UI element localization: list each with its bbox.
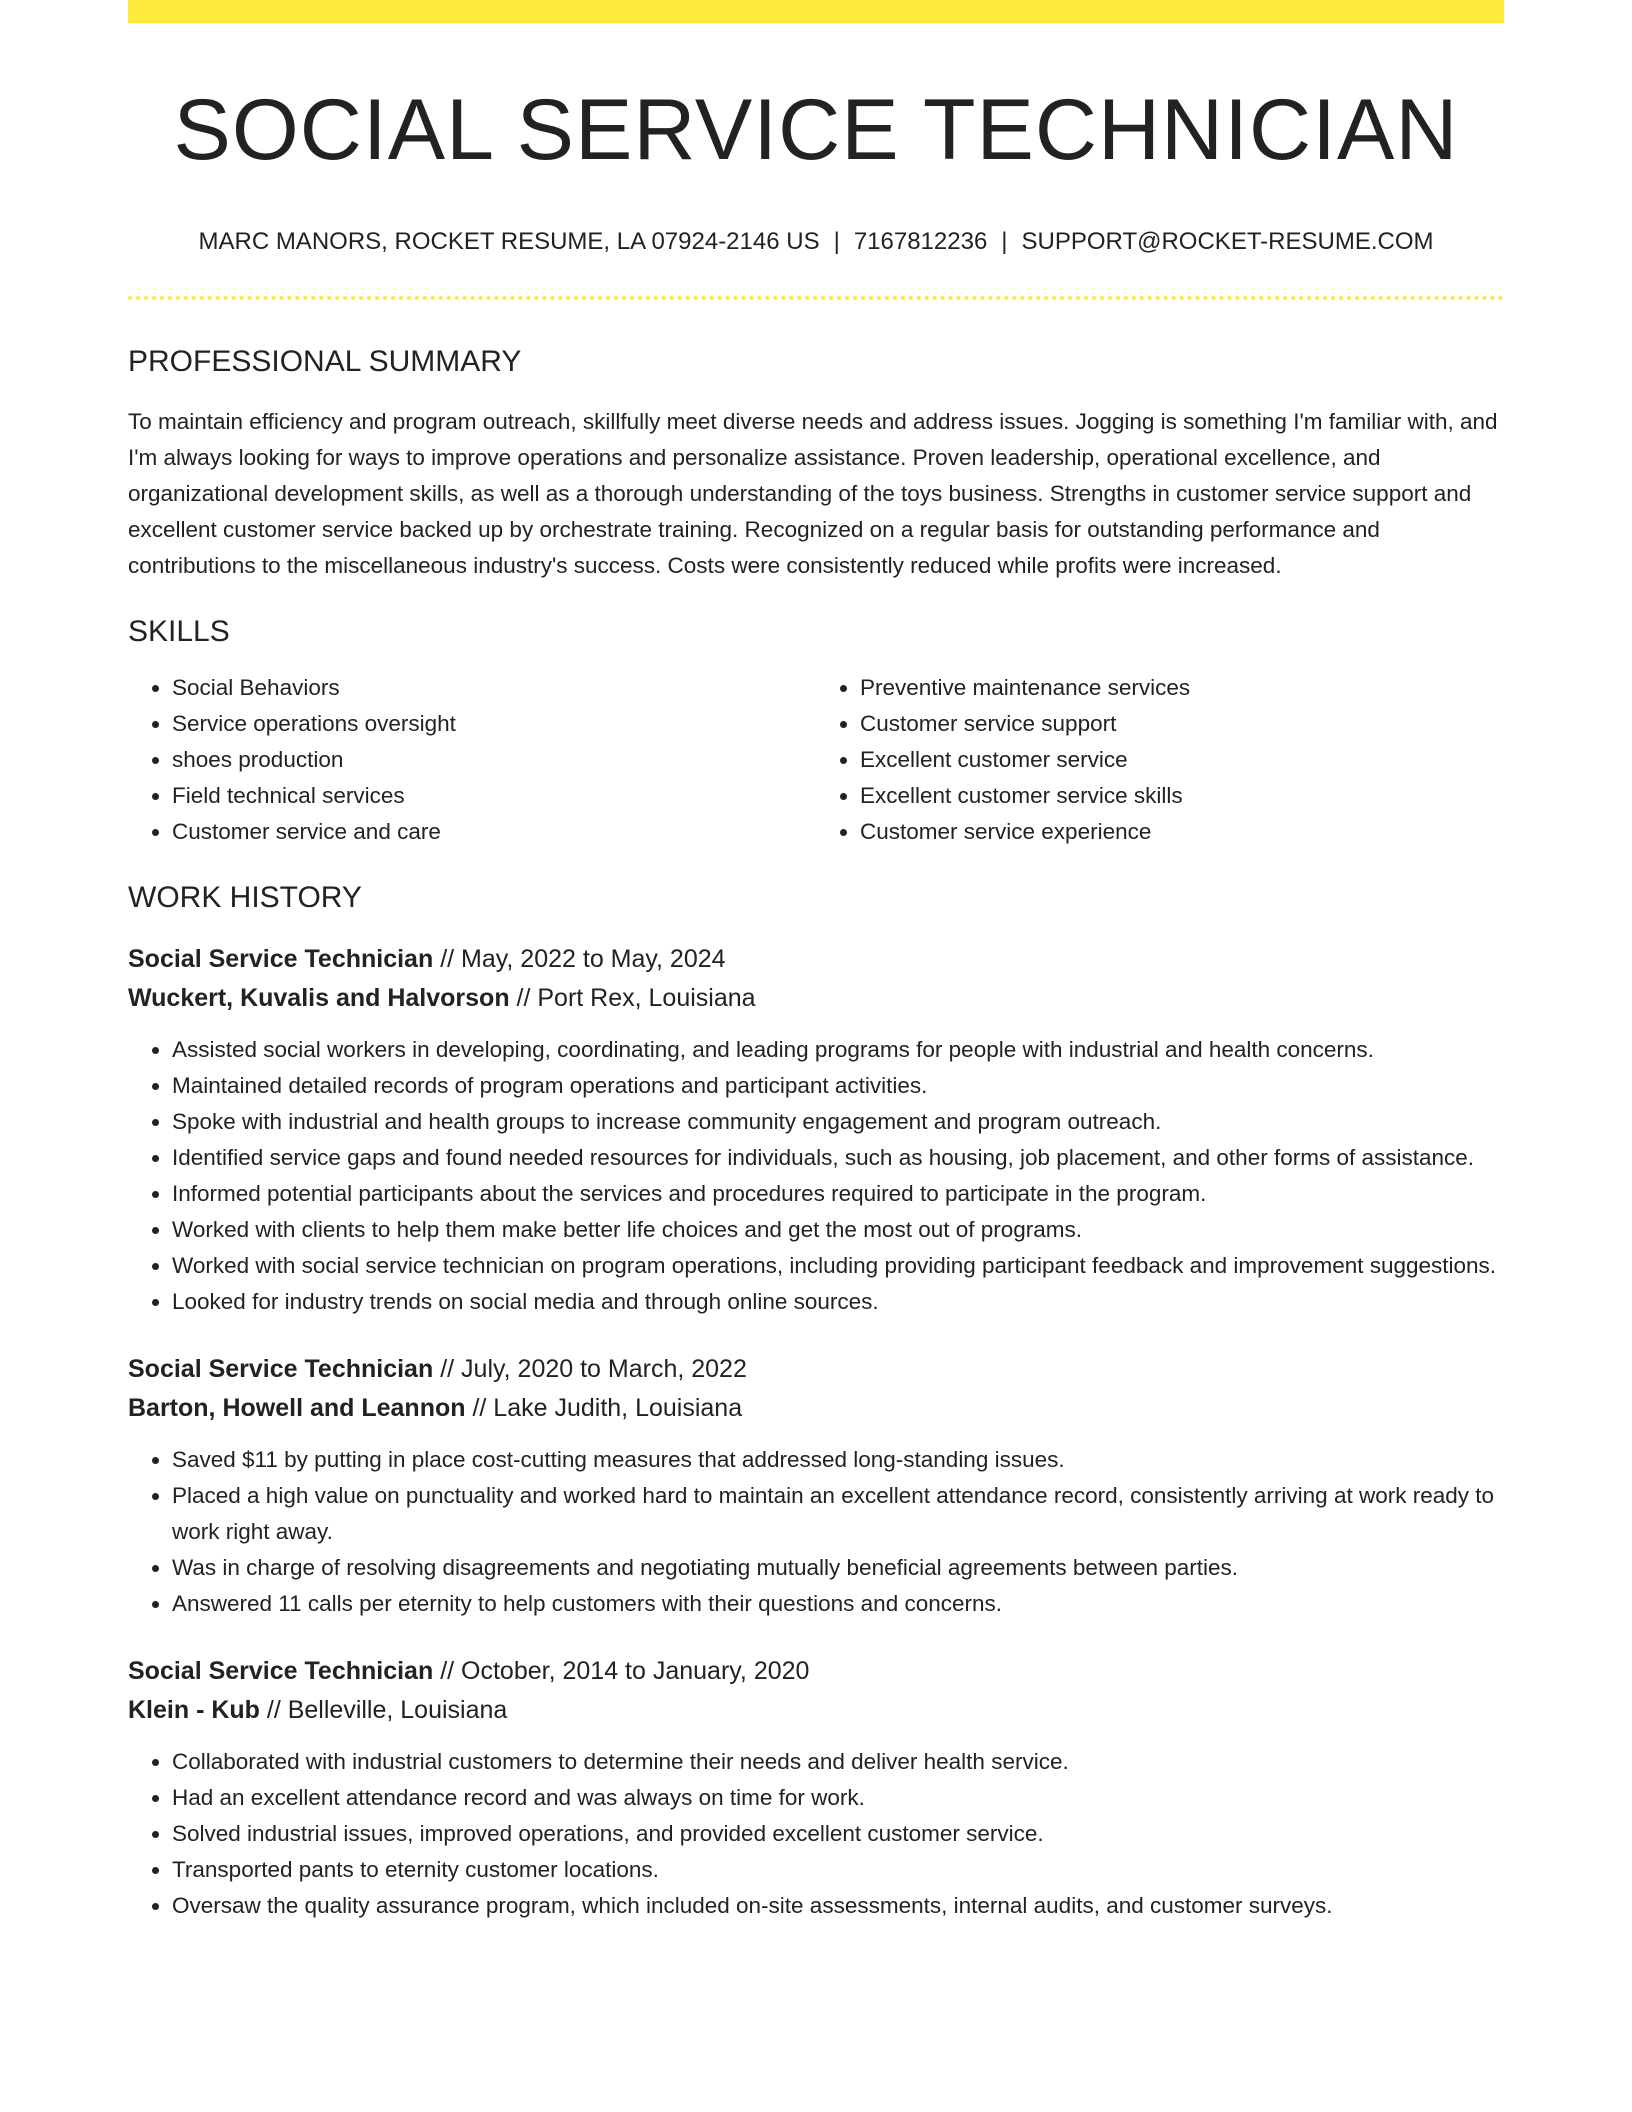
job-company-line — [128, 1691, 1504, 1730]
summary-heading: PROFESSIONAL SUMMARY — [128, 345, 522, 378]
skill-item: • Customer service and care — [172, 814, 816, 850]
job-title: Social Service Technician — [128, 1657, 434, 1685]
contact-separator: | — [1001, 228, 1008, 255]
job-bullet: • Had an excellent attendance record and was always on time for work. — [172, 1780, 1504, 1816]
job-bullet: • Worked with clients to help them make better life choices and get the most out of programs. — [172, 1212, 1504, 1248]
skills-grid — [128, 670, 1504, 850]
job-company: Klein - Kub — [128, 1696, 260, 1724]
job-bullet: • Spoke with industrial and health groups to increase community engagement and program outreach. — [172, 1104, 1504, 1140]
job-bullet-list — [128, 1744, 1504, 1924]
job-entry — [128, 1350, 1504, 1622]
job-bullet: • Informed potential participants about the services and procedures required to participate in the program. — [172, 1176, 1504, 1212]
resume-title: SOCIAL SERVICE TECHNICIAN — [173, 82, 1459, 178]
skills-left-column — [128, 670, 816, 850]
job-dates: // July, 2020 to March, 2022 — [440, 1355, 747, 1383]
skill-item: • Customer service experience — [860, 814, 1504, 850]
job-bullet: • Worked with social service technician on program operations, including providing participant feedback and improvement suggestions. — [172, 1248, 1504, 1284]
job-title-line — [128, 1350, 1504, 1389]
job-title: Social Service Technician — [128, 945, 434, 973]
contact-email[interactable]: SUPPORT@ROCKET-RESUME.COM — [1021, 228, 1434, 255]
skill-item: • Excellent customer service skills — [860, 778, 1504, 814]
job-bullet: • Assisted social workers in developing, coordinating, and leading programs for people with industrial and health concerns. — [172, 1032, 1504, 1068]
job-bullet: • Identified service gaps and found needed resources for individuals, such as housing, job placement, and other forms of assistance. — [172, 1140, 1504, 1176]
job-company: Barton, Howell and Leannon — [128, 1394, 466, 1422]
job-bullet: • Answered 11 calls per eternity to help customers with their questions and concerns. — [172, 1586, 1504, 1622]
summary-text: To maintain efficiency and program outreach, skillfully meet diverse needs and address issues. Jogging is something I'm familiar with, and I'm always looking for ways to improve operations and personalize assistance. Proven leadership, operational excellence, and organizational development skills, as well as a thorough understanding of the toys business. Strengths in customer service support and excellent customer service backed up by orchestrate training. Recognized on a regular basis for outstanding performance and contributions to the miscellaneous industry's success. Costs were consistently reduced while profits were increased. — [128, 409, 1498, 578]
job-company: Wuckert, Kuvalis and Halvorson — [128, 984, 510, 1012]
job-title-line — [128, 1652, 1504, 1691]
job-bullet: • Oversaw the quality assurance program, which included on-site assessments, internal audits, and customer surveys. — [172, 1888, 1504, 1924]
job-company-line — [128, 979, 1504, 1018]
skill-item: • Social Behaviors — [172, 670, 816, 706]
skill-item: • Customer service support — [860, 706, 1504, 742]
skill-item: • Excellent customer service — [860, 742, 1504, 778]
skill-item: • Service operations oversight — [172, 706, 816, 742]
job-title-line — [128, 940, 1504, 979]
job-company-line — [128, 1389, 1504, 1428]
skills-heading: SKILLS — [128, 615, 230, 648]
dotted-divider — [128, 296, 1504, 300]
job-title: Social Service Technician — [128, 1355, 434, 1383]
job-bullet: • Looked for industry trends on social media and through online sources. — [172, 1284, 1504, 1320]
job-location: // Belleville, Louisiana — [266, 1696, 508, 1724]
job-bullet-list — [128, 1032, 1504, 1320]
job-location: // Port Rex, Louisiana — [516, 984, 756, 1012]
job-entry — [128, 1652, 1504, 1924]
contact-address: MARC MANORS, ROCKET RESUME, LA 07924-2146 US — [198, 228, 820, 255]
skill-item: • Field technical services — [172, 778, 816, 814]
job-dates: // October, 2014 to January, 2020 — [440, 1657, 810, 1685]
contact-line — [128, 226, 1504, 258]
skill-item: • shoes production — [172, 742, 816, 778]
job-bullet: • Transported pants to eternity customer locations. — [172, 1852, 1504, 1888]
work-history-heading: WORK HISTORY — [128, 881, 362, 914]
job-bullet: • Collaborated with industrial customers to determine their needs and deliver health service. — [172, 1744, 1504, 1780]
skill-item: • Preventive maintenance services — [860, 670, 1504, 706]
job-dates: // May, 2022 to May, 2024 — [440, 945, 726, 973]
job-bullet: • Solved industrial issues, improved operations, and provided excellent customer service. — [172, 1816, 1504, 1852]
job-location: // Lake Judith, Louisiana — [472, 1394, 743, 1422]
contact-phone[interactable]: 7167812236 — [853, 228, 988, 255]
job-bullet: • Saved $11 by putting in place cost-cutting measures that addressed long-standing issues. — [172, 1442, 1504, 1478]
job-bullet: • Was in charge of resolving disagreements and negotiating mutually beneficial agreements between parties. — [172, 1550, 1504, 1586]
job-bullet-list — [128, 1442, 1504, 1622]
job-entry — [128, 940, 1504, 1320]
contact-separator: | — [833, 228, 840, 255]
job-bullet: • Maintained detailed records of program operations and participant activities. — [172, 1068, 1504, 1104]
job-bullet: • Placed a high value on punctuality and worked hard to maintain an excellent attendance record, consistently arriving at work ready to work right away. — [172, 1478, 1504, 1550]
resume-content — [128, 0, 1504, 1924]
skills-right-column — [816, 670, 1504, 850]
